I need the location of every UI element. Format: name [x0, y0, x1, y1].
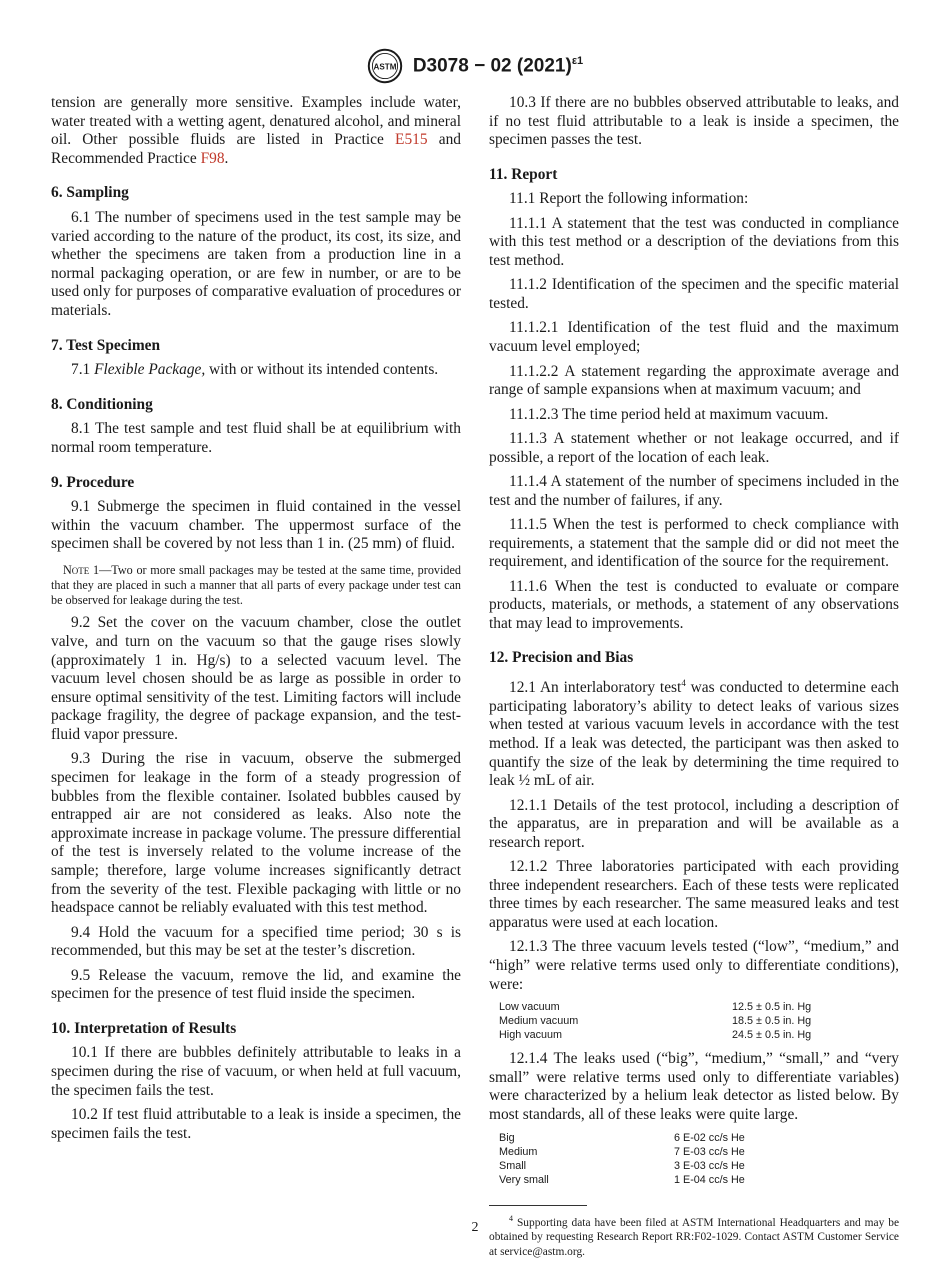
left-column	[51, 94, 461, 1149]
leak-size-cell: Medium	[499, 1145, 538, 1158]
page-header	[0, 48, 950, 84]
paragraph-continued: tension are generally more sensitive. Examples include water, water treated with a wetting agent, denatured alcohol, and mineral oil. Other possible fluids are listed in Practice E515 and Recommended Practice F98.	[51, 94, 461, 167]
leak-rate-cell: 6 E-02 cc/s He	[674, 1131, 745, 1144]
paragraph-11-1-1: 11.1.1 A statement that the test was conducted in compliance with this test method or a description of the deviations from this test method.	[489, 214, 899, 269]
paragraph-11-1-3: 11.1.3 A statement whether or not leakage occurred, and if possible, a report of the location of each leak.	[489, 429, 899, 466]
section-heading-conditioning: 8. Conditioning	[51, 395, 153, 413]
leak-sizes-table	[499, 1131, 909, 1187]
right-column	[489, 94, 899, 1263]
paragraph-10-2: 10.2 If test fluid attributable to a leak is inside a specimen, the specimen fails the test.	[51, 1106, 461, 1142]
leak-size-cell: Very small	[499, 1173, 549, 1186]
vacuum-level-cell: Low vacuum	[499, 1001, 560, 1014]
table-row	[499, 1000, 909, 1014]
paragraph-11-1-2-2: 11.1.2.2 A statement regarding the approximate average and range of sample expansions when at maximum vacuum; and	[489, 362, 899, 399]
astm-logo-icon	[367, 48, 403, 84]
paragraph-11-1-4: 11.1.4 A statement of the number of specimens included in the test and the number of failures, if any.	[489, 473, 899, 509]
paragraph-10-3: 10.3 If there are no bubbles observed attributable to leaks, and if no test fluid attributable to a leak is inside a specimen, the specimen passes the test.	[489, 94, 899, 149]
paragraph-11-1-2-1: 11.1.2.1 Identification of the test fluid and the maximum vacuum level employed;	[489, 319, 899, 356]
vacuum-value-cell: 18.5 ± 0.5 in. Hg	[732, 1015, 812, 1028]
paragraph-12-1: 12.1 An interlaboratory test$^4$ was conducted to determine each participating laboratory’s ability to detect leaks of various sizes when tested at various vacuum levels in accordance with the test method. If a leak was detected, the participant was then asked to quantify the size of the leak by determining the time required to leak ½ mL of air.	[489, 678, 899, 790]
table-row	[499, 1159, 909, 1173]
table-row	[499, 1131, 909, 1145]
table-row	[499, 1014, 909, 1028]
paragraph-12-1-4: 12.1.4 The leaks used (“big”, “medium,” “small,” and “very small” were relative terms used only to differentiate variables) were characterized by a helium leak detector as listed below. By most standards, all of these leaks were quite large.	[489, 1050, 899, 1123]
footnote-4: $^4$ Supporting data have been filed at ASTM International Headquarters and may be obtained by requesting Research Report RR:F02-1029. Contact ASTM Customer Service at service@astm.org.	[489, 1213, 899, 1258]
section-heading-procedure: 9. Procedure	[51, 473, 135, 491]
paragraph-11-1-2-3: 11.1.2.3 The time period held at maximum vacuum.	[509, 405, 829, 423]
section-heading-precision-bias: 12. Precision and Bias	[489, 649, 634, 667]
paragraph-11-1-6: 11.1.6 When the test is conducted to evaluate or compare products, materials, or methods, a statement of any observations that may lead to improvements.	[489, 577, 899, 632]
leak-rate-cell: 1 E-04 cc/s He	[674, 1173, 745, 1186]
paragraph-12-1-2: 12.1.2 Three laboratories participated with each providing three independent researchers. Each of these tests were replicated three times by each researcher. The same measured leaks and test apparatus were used at each location.	[489, 858, 899, 931]
vacuum-value-cell: 24.5 ± 0.5 in. Hg	[732, 1029, 812, 1042]
link-e515[interactable]: E515	[395, 131, 428, 149]
section-heading-report: 11. Report	[489, 165, 558, 183]
vacuum-levels-table	[499, 1000, 909, 1042]
paragraph-10-1: 10.1 If there are bubbles definitely attributable to leaks in a specimen during the rise of vacuum, or when held at full vacuum, the specimen fails the test.	[51, 1044, 461, 1099]
paragraph-8-1: 8.1 The test sample and test fluid shall be at equilibrium with normal room temperature.	[51, 420, 461, 456]
leak-size-cell: Small	[499, 1159, 526, 1172]
paragraph-9-4: 9.4 Hold the vacuum for a specified time period; 30 s is recommended, but this may be set at the tester’s discretion.	[51, 923, 461, 960]
leak-rate-cell: 3 E-03 cc/s He	[674, 1159, 745, 1172]
paragraph-9-5: 9.5 Release the vacuum, remove the lid, and examine the specimen for the presence of test fluid inside the specimen.	[51, 966, 461, 1003]
footnote-ref-4[interactable]: 4	[681, 678, 686, 689]
paragraph-12-1-3: 12.1.3 The three vacuum levels tested (“low”, “medium,” and “high” were relative terms used only to differentiate conditions), were:	[489, 938, 899, 993]
page-number: 2	[471, 1220, 479, 1235]
note-1: Note 1—Two or more small packages may be tested at the same time, provided that they are placed in such a manner that all parts of every package under test can be observed for leakage during the test.	[51, 562, 462, 608]
table-row	[499, 1028, 909, 1042]
leak-size-cell: Big	[499, 1131, 515, 1144]
paragraph-9-3: 9.3 During the rise in vacuum, observe the submerged specimen for leakage in the form of a steady progression of bubbles from the flexible container. Isolated bubbles caused by entrapped air are not considered as leaks. Also note the approximate increase in package volume. The pressure differential of the test is inversely related to the volume increase of the sample; therefore, large volume increases significantly detract from the severity of the test. Flexible packaging with little or no headspace cannot be reliably evaluated with this test method.	[51, 750, 461, 917]
paragraph-9-1: 9.1 Submerge the specimen in fluid contained in the vessel within the vacuum chamber. The uppermost surface of the specimen shall be covered by not less than 1 in. (25 mm) of fluid.	[51, 498, 461, 553]
paragraph-12-1-1: 12.1.1 Details of the test protocol, including a description of the apparatus, are in preparation and will be available as a research report.	[489, 796, 899, 851]
paragraph-6-1: 6.1 The number of specimens used in the test sample may be varied according to the nature of the product, its cost, its size, and whether the specimens are taken from a production line in a normal packaging operation, or are few in number, or are to be used only for purposes of comparative evaluation of procedures or materials.	[51, 208, 461, 319]
section-heading-sampling: 6. Sampling	[51, 184, 129, 202]
leak-rate-cell: 7 E-03 cc/s He	[674, 1145, 745, 1158]
paragraph-11-1-5: 11.1.5 When the test is performed to check compliance with requirements, a statement that the sample did or did not meet the requirement, and identification of the source for the requirement.	[489, 516, 899, 571]
table-row	[499, 1173, 909, 1187]
link-f98[interactable]: F98	[200, 149, 225, 167]
paragraph-11-1: 11.1 Report the following information:	[509, 190, 749, 208]
section-heading-test-specimen: 7. Test Specimen	[51, 336, 161, 354]
vacuum-level-cell: High vacuum	[499, 1029, 563, 1042]
footnote-divider	[489, 1205, 587, 1206]
paragraph-7-1: 7.1 Flexible Package, with or without its intended contents.	[71, 361, 439, 379]
vacuum-level-cell: Medium vacuum	[499, 1015, 579, 1028]
table-row	[499, 1145, 909, 1159]
section-heading-interpretation: 10. Interpretation of Results	[51, 1019, 237, 1037]
paragraph-11-1-2: 11.1.2 Identification of the specimen and the specific material tested.	[489, 276, 899, 313]
document-number: D3078 − 02 $(2021)^{\varepsilon 1}$	[412, 54, 584, 77]
vacuum-value-cell: 12.5 ± 0.5 in. Hg	[732, 1001, 812, 1014]
doc-superscript: ε1	[571, 54, 584, 67]
logo-label: ASTM	[373, 62, 397, 72]
paragraph-9-2: 9.2 Set the cover on the vacuum chamber, close the outlet valve, and turn on the vacuum so that the gauge rises slowly (approximately 1 in. Hg/s) to a selected vacuum level. The vacuum level chosen should be as large as possible in order to ensure optimal sensitivity of the test. Limiting factors will include package fragility, the degree of package expansion, and the test-fluid vapor pressure.	[51, 614, 461, 744]
